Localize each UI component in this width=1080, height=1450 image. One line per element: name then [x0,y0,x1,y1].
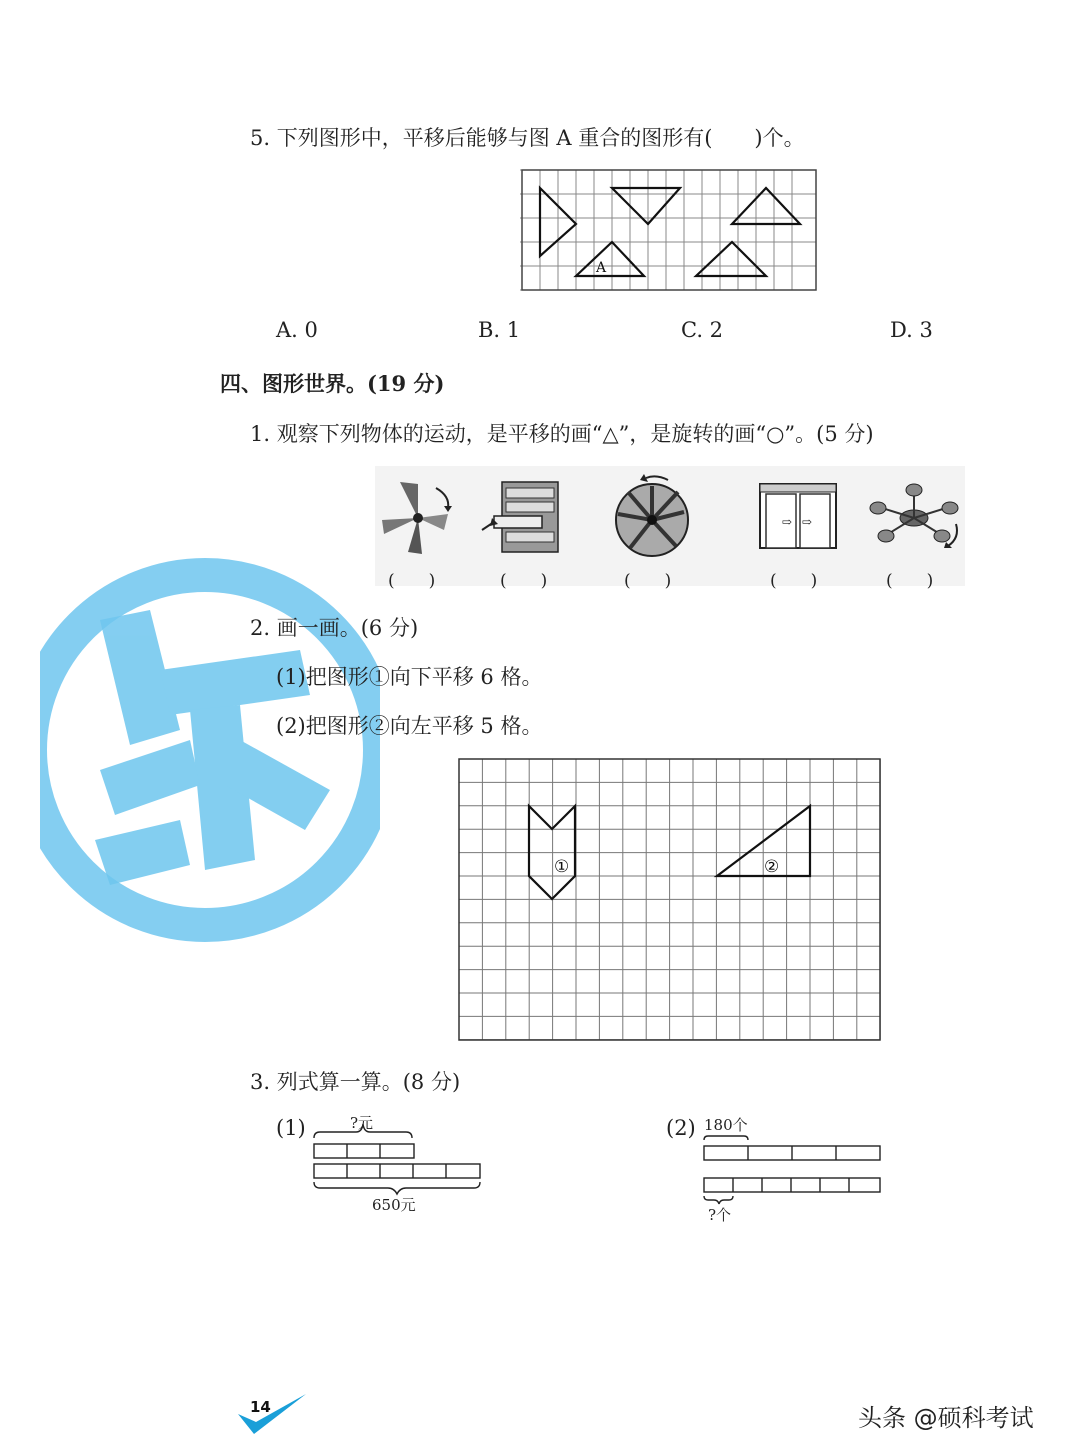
answer-bracket-3[interactable]: ( ) [624,571,672,591]
fan-icon [378,478,458,558]
figure-a-label: A [596,260,607,276]
page-number: 14 [250,1398,271,1416]
bar2-bottom-label: ?个 [708,1206,732,1224]
bar-model-2 [700,1112,884,1224]
q5-question: 5. 下列图形中，平移后能够与图 A 重合的图形有( )个。 [250,126,805,150]
svg-text:⇨: ⇨ [802,515,813,529]
q2-question: 2. 画一画。(6 分) [250,616,419,640]
shape-1-label: ① [554,857,570,877]
q2-sub1: (1)把图形①向下平移 6 格。 [276,665,543,689]
watermark-seal [40,540,380,960]
section-heading: 四、图形世界。(19 分) [220,371,445,396]
option-a: A. 0 [276,318,318,342]
drawing-grid[interactable] [458,758,882,1042]
drawer-cabinet-icon [480,478,566,556]
bar2-top-label: 180个 [704,1116,748,1134]
svg-text:⇨: ⇨ [782,515,793,529]
spinning-wheel-icon [612,474,692,558]
option-b: B. 1 [478,318,521,342]
q5-grid-figure [520,168,820,296]
spinning-ride-icon [864,480,964,550]
answer-bracket-5[interactable]: ( ) [886,571,934,591]
bar-model-1 [312,1112,484,1216]
q3-question: 3. 列式算一算。(8 分) [250,1070,461,1094]
answer-bracket-4[interactable]: ( ) [770,571,818,591]
q3-sub1-number: (1) [276,1116,306,1140]
option-c: C. 2 [681,318,724,342]
q2-sub2: (2)把图形②向左平移 5 格。 [276,714,543,738]
shape-2-label: ② [764,857,780,877]
answer-bracket-2[interactable]: ( ) [500,571,548,591]
q1-question: 1. 观察下列物体的运动，是平移的画“△”，是旋转的画“○”。(5 分) [250,422,874,446]
sliding-door-icon [756,480,840,550]
option-d: D. 3 [890,318,933,342]
bar1-top-label: ?元 [350,1114,374,1132]
bar1-bottom-label: 650元 [372,1196,416,1214]
answer-bracket-1[interactable]: ( ) [388,571,436,591]
q3-sub2-number: (2) [666,1116,696,1140]
checkmark-logo [236,1392,308,1438]
brand-watermark-text: 头条 @硕科考试 [858,1404,1034,1432]
